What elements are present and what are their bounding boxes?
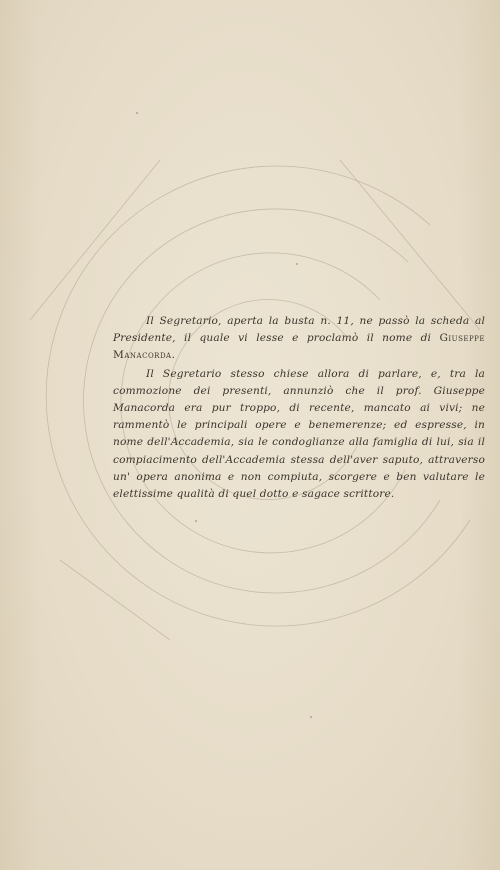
paper-speck [136, 112, 138, 114]
paragraph-commemoration: Il Segretario stesso chiese allora di parlare, e, tra la commozione dei presenti, annunziò che il prof. Giuseppe Manacorda era pur troppo, di recente, mancato ai vivi; ne rammentò le principali opere e benemerenze; ed espresse, in nome dell'Accademia, sia le condoglianze alla famiglia di lui, sia il compiacimento dell'Accademia stessa dell'aver saputo, attraverso un' opera anonima e non compiuta, scorgere e ben valutare le elettissime qualità di quel dotto e sagace scrittore. [113, 367, 485, 501]
minutes-text [113, 313, 485, 503]
paragraph-proclamation-text: Il Segretario, aperta la busta n. 11, ne passò la scheda al Presidente, il quale vi lesse e proclamò il nome di [113, 315, 485, 345]
paragraph-proclamation [113, 313, 485, 365]
paper-speck [195, 520, 197, 522]
paper-speck [310, 716, 312, 718]
paper-speck [296, 263, 298, 265]
paragraph-proclamation-tail: . [171, 349, 176, 362]
winner-name: Giuseppe Manacorda [113, 332, 485, 362]
